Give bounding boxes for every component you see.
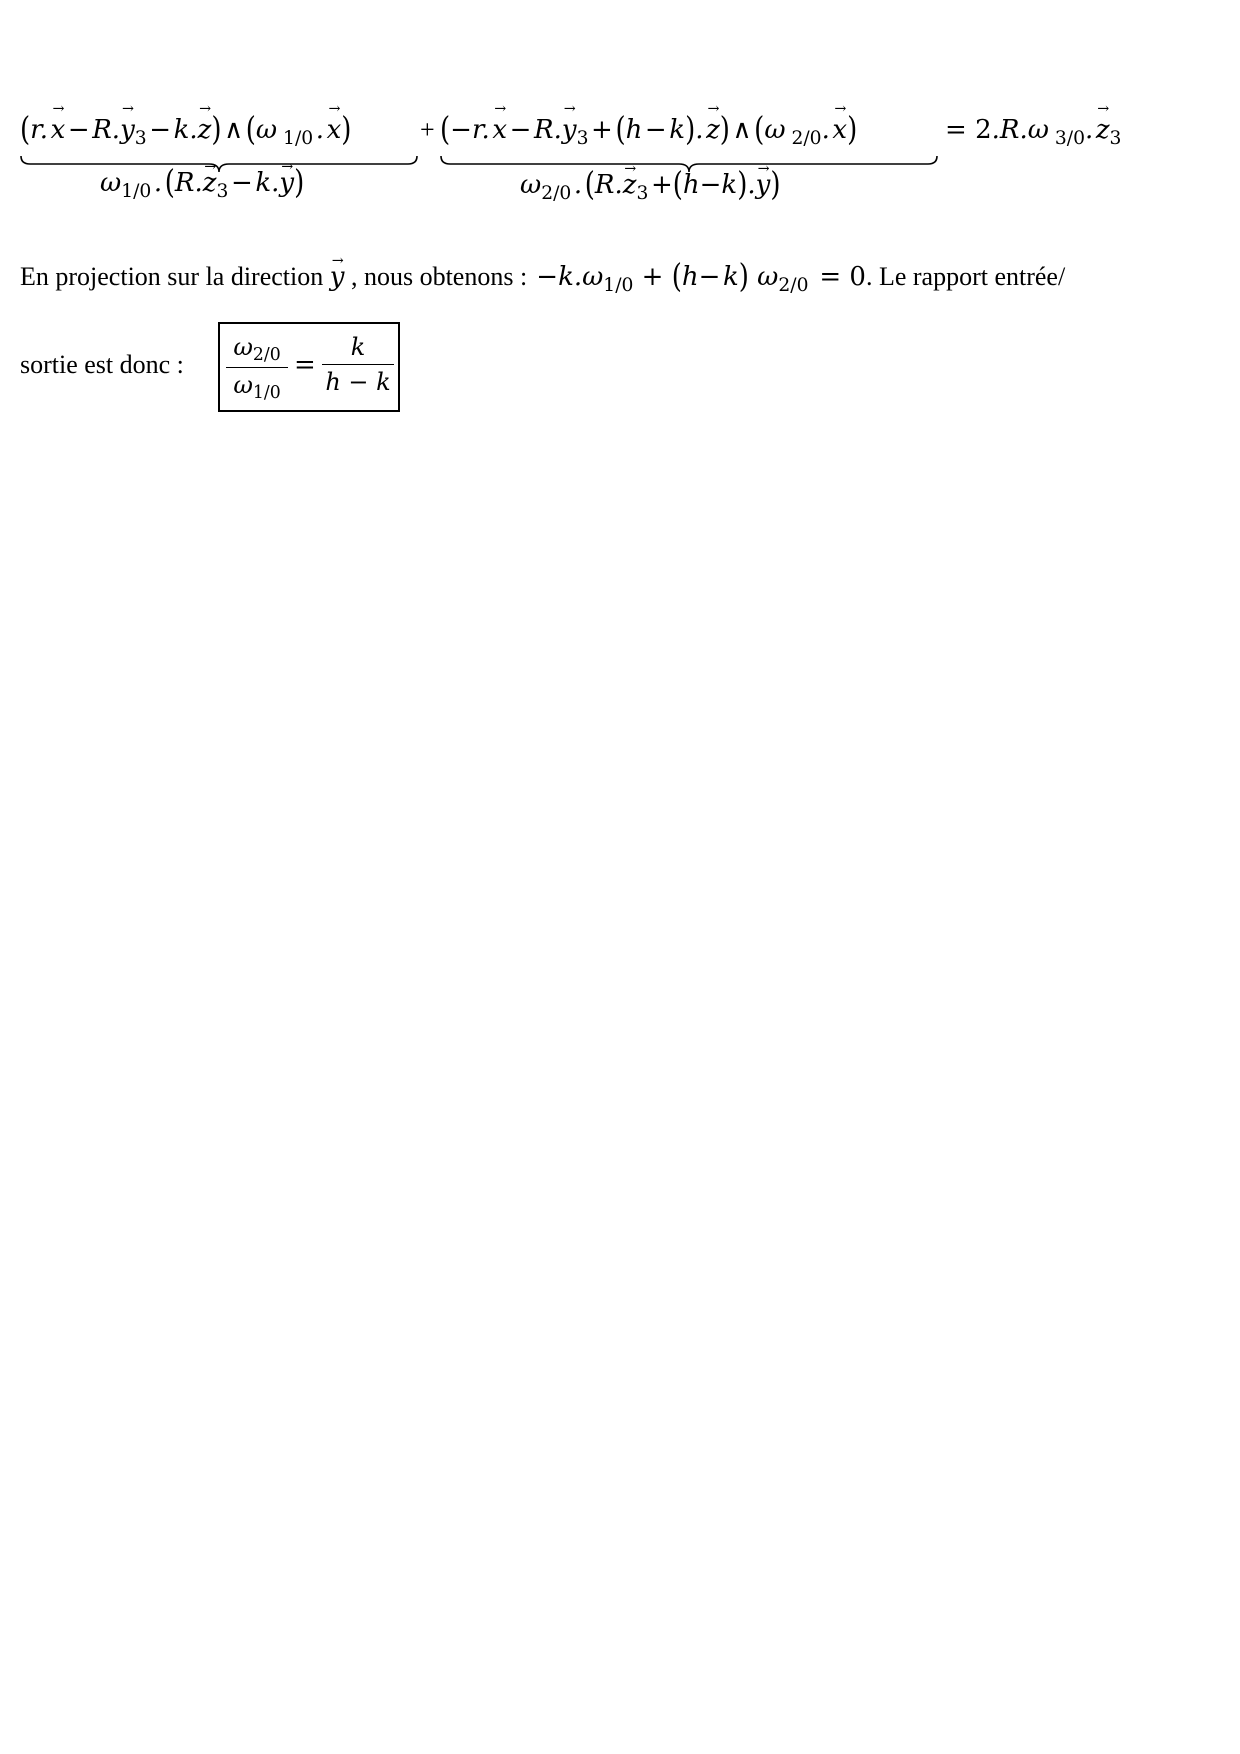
result-box bbox=[218, 322, 400, 412]
equation-term-1-result: $\omega_{1/0}$ . ($R.\to z_3$ − k.→ y) bbox=[100, 168, 304, 198]
paragraph-line-2: sortie est donc : bbox=[20, 350, 184, 379]
rhs-numerator: k bbox=[350, 333, 366, 361]
equation-term-2-result: $\omega_{2/0}$ . ($R.\to z_3$ +(h−k).→ y) bbox=[520, 170, 780, 200]
plus-operator: + bbox=[420, 115, 435, 144]
equation-term-1 bbox=[20, 110, 418, 202]
equation-rhs: = 2.R.ω $_{3/0}$. → $z_3$ bbox=[945, 110, 1121, 153]
rhs-fraction bbox=[322, 330, 394, 399]
lhs-denominator: $\omega_{1/0}$ bbox=[233, 371, 281, 404]
rhs-denominator: h − k bbox=[325, 368, 391, 396]
text-after-equation: . Le rapport entrée/ bbox=[865, 262, 1066, 291]
equation-term-2 bbox=[440, 110, 938, 204]
lhs-fraction bbox=[226, 330, 288, 405]
lhs-numerator: $\omega_{2/0}$ bbox=[233, 333, 281, 366]
text-after-vector: , nous obtenons : bbox=[350, 262, 528, 291]
vector-y-symbol: → y bbox=[330, 262, 345, 292]
equation-term-1-expression: (r. → x − $R.\to y_3$ − k.→ z) ∧ (ω $_{1/0}$ . → x) bbox=[20, 110, 418, 153]
paragraph-line-1 bbox=[20, 258, 1066, 296]
inline-equation: $-k.\omega_{1/0} + (h-$ k) $\omega_{2/0}$ = 0 bbox=[533, 258, 866, 296]
text-before-vector: En projection sur la direction bbox=[20, 262, 324, 291]
result-equals: = bbox=[294, 350, 316, 380]
equation-term-2-expression: (−r. → x − $R.\to y_3$ + (h − k). → z) ∧ (ω $_{2/0}$. → x) bbox=[440, 110, 938, 153]
